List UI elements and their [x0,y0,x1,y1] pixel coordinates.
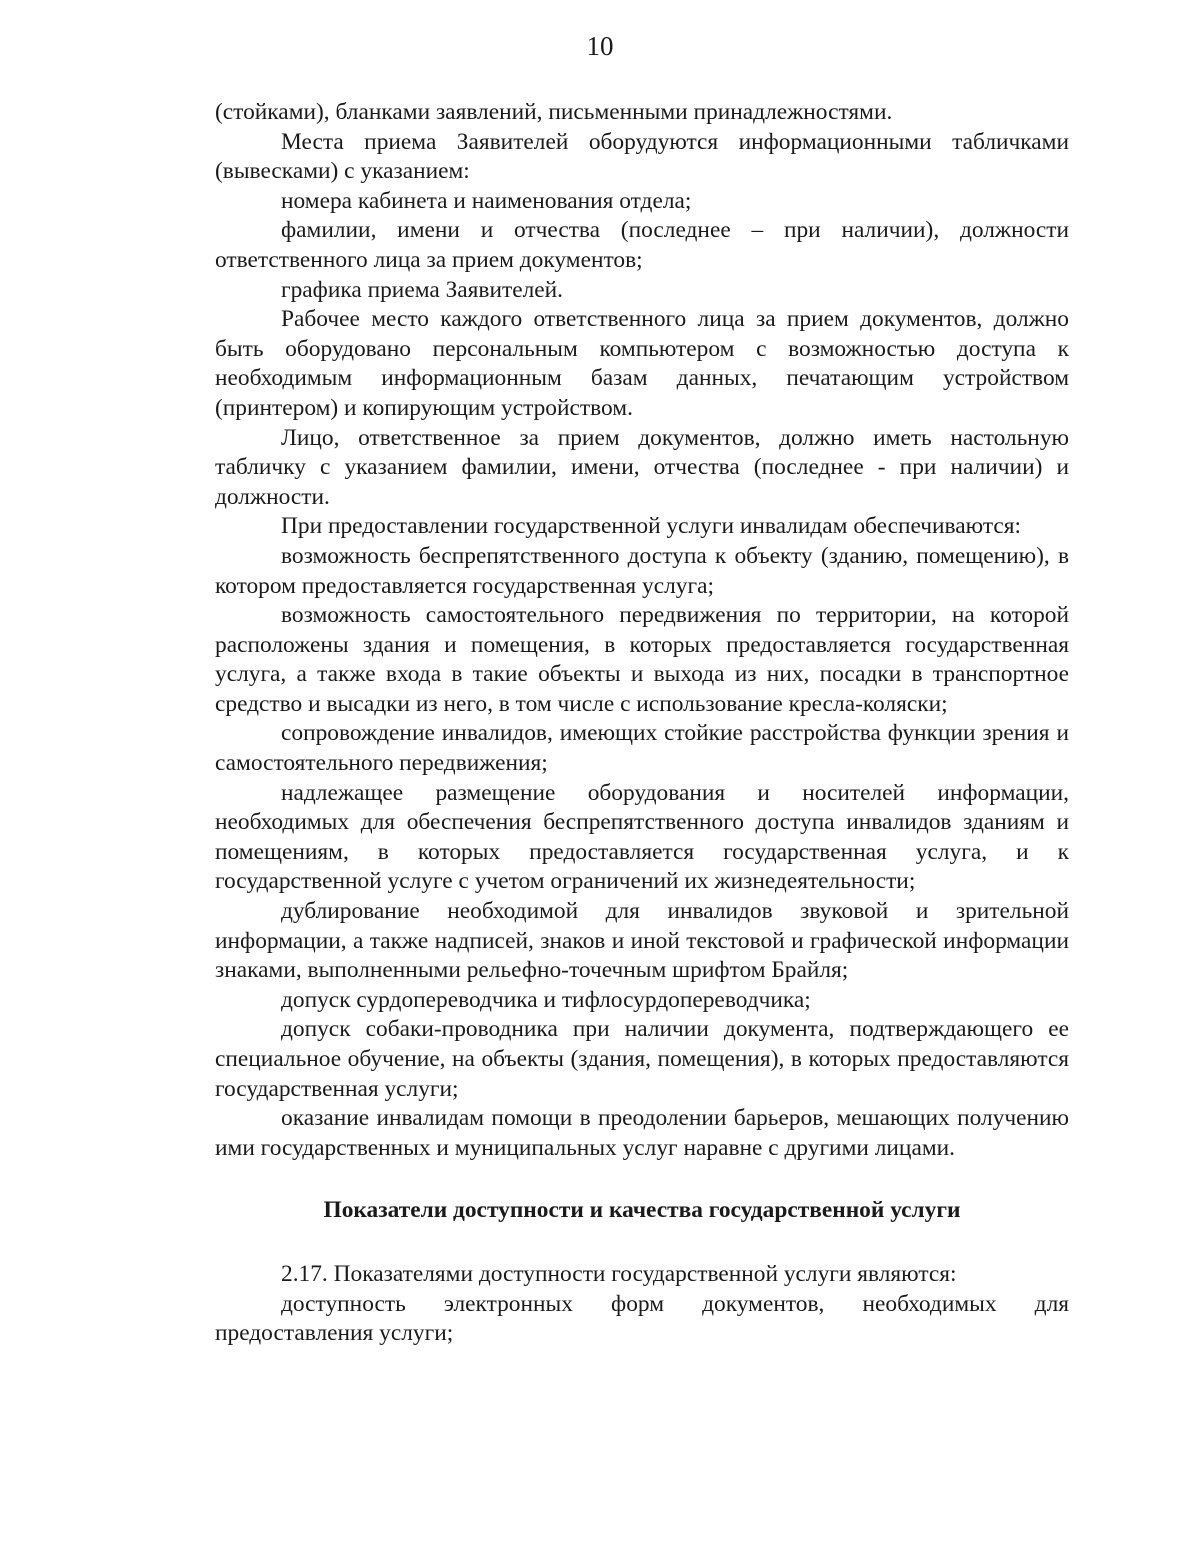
paragraph-desk-plate: Лицо, ответственное за прием документов, должно иметь настольную табличку с указанием фамилии, имени, отчества (последнее - при наличии) и должности. [215,424,1069,510]
paragraph-braille: дублирование необходимой для инвалидов звуковой и зрительной информации, а также надписей, знаков и иной текстовой и графической информации знаками, выполненными рельефно-точечным шрифтом Брайля; [215,898,1069,984]
paragraph-barrier-help: оказание инвалидам помощи в преодолении барьеров, мешающих получению ими государственных и муниципальных услуг наравне с другими лицами. [215,1105,1069,1161]
paragraph-responsible-person: фамилии, имени и отчества (последнее – при наличии), должности ответственного лица за прием документов; [215,217,1069,273]
paragraph-escort: сопровождение инвалидов, имеющих стойкие расстройства функции зрения и самостоятельного передвижения; [215,720,1069,777]
paragraph-unobstructed-access: возможность беспрепятственного доступа к объекту (зданию, помещению), в котором предоставляется государственная услуга; [215,542,1069,599]
paragraph-electronic-forms: доступность электронных форм документов, необходимых для предоставления услуги; [215,1290,1069,1347]
paragraph-continuation: (стойками), бланками заявлений, письменными принадлежностями. [215,99,893,125]
paragraph-schedule: графика приема Заявителей. [281,276,564,303]
paragraph-section-2-17: 2.17. Показателями доступности государственной услуги являются: [281,1260,957,1287]
paragraph-workplace: Рабочее место каждого ответственного лица за прием документов, должно быть оборудовано персональным компьютером с возможностью доступа к необходимым информационным базам данных, печатающим устройством (принтером) и копирующим устройством. [215,306,1069,421]
page-number: 10 [586,31,614,61]
paragraph-sign-interpreter: допуск сурдопереводчика и тифлосурдопереводчика; [281,986,811,1013]
paragraph-equipment-placement: надлежащее размещение оборудования и носителей информации, необходимых для обеспечения беспрепятственного доступа инвалидов зданиям и помещениям, в которых предоставляется государственная услуга, и к государственной услуге с учетом ограничений их жизнедеятельности; [215,779,1069,895]
document-body [215,98,1069,1349]
paragraph-disabled-provision: При предоставлении государственной услуги инвалидам обеспечиваются: [281,513,1021,540]
paragraph-reception-signs: Места приема Заявителей оборудуются информационными табличками (вывесками) с указанием: [215,128,1069,185]
paragraph-guide-dog: допуск собаки-проводника при наличии документа, подтверждающего ее специальное обучение, на объекты (здания, помещения), в которых предоставляются государственная услуги; [215,1016,1069,1102]
section-heading: Показатели доступности и качества государственной услуги [323,1197,961,1224]
paragraph-office-number: номера кабинета и наименования отдела; [281,187,692,214]
paragraph-independent-movement: возможность самостоятельного передвижения по территории, на которой расположены здания и помещения, в которых предоставляется государственная услуга, а также входа в такие объекты и выхода из них, посадки в транспортное средство и высадки из него, в том числе с использование кресла-коляски; [215,602,1069,717]
